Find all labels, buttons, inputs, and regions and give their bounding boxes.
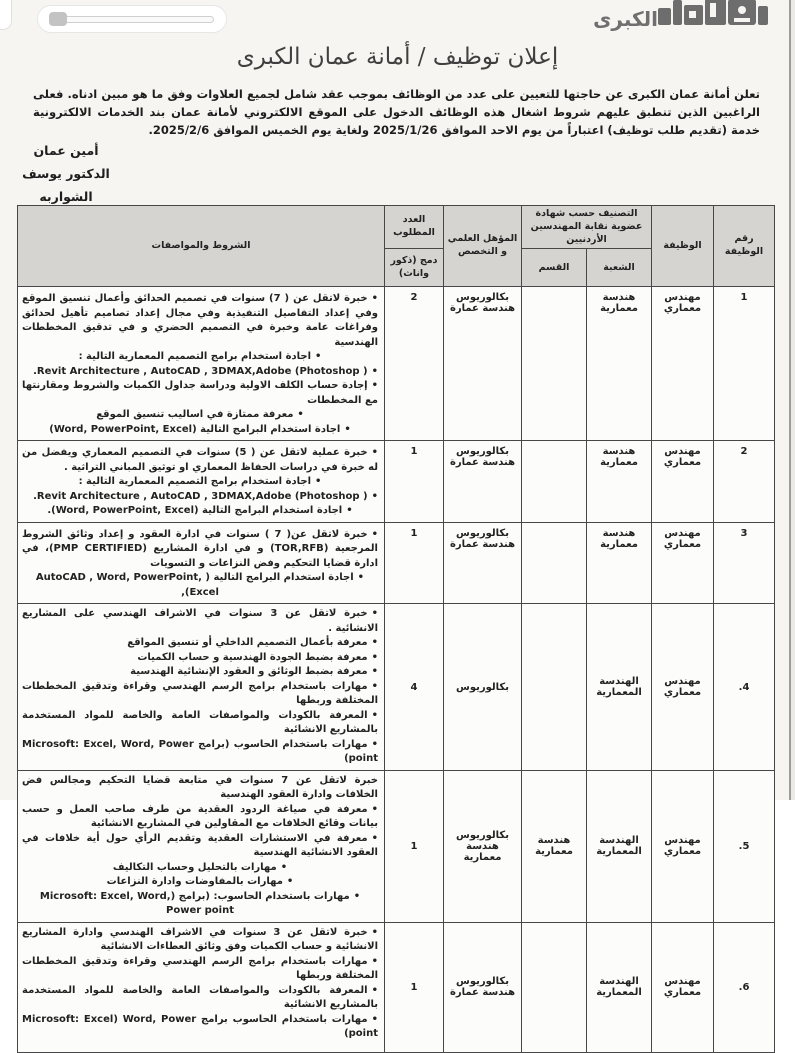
page-title: إعلان توظيف / أمانة عمان الكبرى <box>236 44 559 70</box>
division-cell: الهندسة المعمارية <box>587 922 652 1052</box>
gam-logo <box>593 0 776 42</box>
count-cell: 4 <box>385 604 444 771</box>
job-title-cell: مهندس معماري <box>652 522 714 604</box>
count-cell: 2 <box>385 287 444 441</box>
section-cell <box>522 604 587 771</box>
requirement-item: •المعرفة بالكودات والمواصفات العامة والخاصة للمواد المستخدمة بالمشاريع الانشائية <box>22 709 378 736</box>
qualification-cell: بكالوريوس هندسة عمارة <box>444 287 522 441</box>
table-row <box>18 441 775 523</box>
slider-track[interactable] <box>50 16 214 23</box>
requirements-cell <box>18 522 385 604</box>
requirement-item: •معرفة في صياغة الردود العقدية من طرف صاحب العمل و حسب بيانات وقائع الخلافات مع المقاولين في المشاريع الانشائية <box>22 803 378 830</box>
signature-line: أمين عمان <box>33 143 99 158</box>
signature-line: الشواربه <box>39 189 93 205</box>
signature-block <box>6 139 126 208</box>
requirement-item: •خبرة لاتقل عن 3 سنوات في الاشراف الهندسي على المشاريع الانشائية . <box>22 608 378 634</box>
requirement-item: •مهارات باستخدام الحاسوب (برامج Microsoft: Excel, Word, Power (point <box>22 738 378 765</box>
slider-handle-icon[interactable] <box>49 12 67 26</box>
section-cell <box>522 287 587 441</box>
requirement-item: •خبرة لاتقل عن ( 7) سنوات في تصميم الحدائق وأعمال تنسيق الموقع وفي إعداد التفاصيل التنفيذية وفي مجال إعداد تصاميم تأهيل لحدائق وفراغات عامة وخبرة في التصميم الحضري و في تدقيق المخططات الهندسية <box>22 293 378 348</box>
job-title-cell: مهندس معماري <box>652 441 714 523</box>
signature-line: الدكتور يوسف <box>22 166 110 182</box>
col-header-classification: التصنيف حسب شهادة عضوية نقابة المهندسين الأردنيين <box>522 206 652 249</box>
division-cell: هندسة معمارية <box>587 441 652 523</box>
qualification-cell: بكالوريوس هندسة عمارة <box>444 522 522 604</box>
job-title-cell: مهندس معماري <box>652 922 714 1052</box>
requirement-item: •معرفة بأعمال التصميم الداخلي أو تنسيق المواقع <box>127 637 378 649</box>
requirement-item: •اجادة استخدام برامج التصميم المعمارية التالية : <box>78 351 322 363</box>
requirement-item: •إجادة حساب الكلف الاولية ودراسة جداول الكميات والشروط ومقارنتها مع المخططات <box>22 380 378 406</box>
job-title-cell: مهندس معماري <box>652 287 714 441</box>
requirement-item: •خبرة لاتقل عن 3 سنوات في الاشراف الهندسي وادارة المشاريع الانشائية و حساب الكميات وفق وثائق العطاءات الانشائية <box>22 926 378 953</box>
requirement-item: •اجادة استخدام برامج التصميم المعمارية التالية : <box>78 476 322 488</box>
job-number-cell: 4. <box>714 604 775 771</box>
logo-text-kubra: الكبرى <box>593 7 658 31</box>
requirements-cell <box>18 604 385 771</box>
qualification-cell: بكالوريوس هندسة عمارة <box>444 441 522 523</box>
requirement-item: •معرفة في الاستشارات العقدية وتقديم الرأي حول أية خلافات في العقود الانشائية الهندسية <box>22 832 378 859</box>
requirement-item: •خبرة لاتقل عن( 7 ) سنوات في ادارة العقود و إعداد وثائق الشروط المرجعية (TOR,RFB) و في ادارة المشاريع (PMP CERTIFIED)، في ادارة قضايا التحكيم وفض النزاعات و التسويات <box>22 528 378 569</box>
division-cell: هندسة معمارية <box>587 287 652 441</box>
table-row <box>18 770 775 922</box>
qualification-cell: بكالوريوس هندسة عمارة <box>444 922 522 1052</box>
division-cell: الهندسة المعمارية <box>587 770 652 922</box>
section-cell <box>522 441 587 523</box>
division-cell: هندسة معمارية <box>587 522 652 604</box>
job-number-cell: 6. <box>714 922 775 1052</box>
requirement-item: •مهارات بالتحليل وحساب التكاليف <box>112 861 288 873</box>
count-cell: 1 <box>385 441 444 523</box>
col-header-count-note: دمج (ذكور واناث) <box>385 249 444 287</box>
requirement-item: •مهارات باستخدام الحاسوب: (برامج (Microsoft: Excel, Word, Power point <box>39 890 361 917</box>
table-row <box>18 287 775 441</box>
requirement-item: •( Revit Architecture , AutoCAD , 3DMAX,Adobe (Photoshop. <box>33 490 378 502</box>
section-cell <box>522 522 587 604</box>
requirement-item: خبرة لاتقل عن 7 سنوات في متابعة قضايا التحكيم ومجالس فض الخلافات وادارة العقود الهندسية <box>22 774 378 801</box>
section-cell: هندسة معمارية <box>522 770 587 922</box>
jobs-table <box>17 205 775 1053</box>
col-header-job-title: الوظيفة <box>652 206 714 287</box>
count-cell: 1 <box>385 922 444 1052</box>
requirement-item: •خبرة عملية لاتقل عن ( 5) سنوات في التصميم المعماري ويفضل من له خبرة في دراسات الحفاظ المعماري او توثيق المباني التراثية . <box>22 447 378 473</box>
requirement-item: •مهارات بالمفاوضات وادارة النزاعات <box>106 876 294 888</box>
col-header-job-number: رقم الوظيفة <box>714 206 775 287</box>
table-row <box>18 604 775 771</box>
col-header-qualification: المؤهل العلمي و التخصص <box>444 206 522 287</box>
qualification-cell: بكالوريوس هندسة معمارية <box>444 770 522 922</box>
job-number-cell: 2 <box>714 441 775 523</box>
requirement-item: •مهارات باستخدام برامج الرسم الهندسي وقراءة وتدقيق المخططات المختلفة وربطها <box>22 955 378 982</box>
job-title-cell: مهندس معماري <box>652 770 714 922</box>
requirement-item: •مهارات باستخدام برامج الرسم الهندسي وقراءة وتدقيق المخططات المختلفة وربطها <box>22 680 378 707</box>
section-cell <box>522 922 587 1052</box>
edge-button[interactable] <box>0 0 12 30</box>
requirements-cell <box>18 441 385 523</box>
requirement-item: •المعرفة بالكودات والمواصفات العامة والخاصة للمواد المستخدمة بالمشاريع الانشائية <box>22 984 378 1011</box>
col-header-required-count: العدد المطلوب <box>385 206 444 249</box>
table-row <box>18 522 775 604</box>
page-margin-strip <box>791 0 795 800</box>
gam-logo-emblem-icon <box>658 0 770 40</box>
count-cell: 1 <box>385 770 444 922</box>
count-cell: 1 <box>385 522 444 604</box>
col-header-requirements: الشروط والمواصفات <box>18 206 385 287</box>
requirements-cell <box>18 770 385 922</box>
job-number-cell: 3 <box>714 522 775 604</box>
job-number-cell: 1 <box>714 287 775 441</box>
qualification-cell: بكالوريوس <box>444 604 522 771</box>
requirement-item: •اجادة استخدام البرامج التالية ( AutoCAD , Word, PowerPoint, (Excel, <box>35 572 365 598</box>
requirement-item: •( Revit Architecture , AutoCAD , 3DMAX,Adobe (Photoshop. <box>33 365 378 377</box>
requirement-item: •اجادة استخدام البرامج التالية (Word, PowerPoint, Excel) <box>49 423 351 435</box>
col-header-section: القسم <box>522 249 587 287</box>
job-title-cell: مهندس معماري <box>652 604 714 771</box>
requirement-item: •اجادة استخدام البرامج التالية (Word, PowerPoint, Excel). <box>47 505 353 517</box>
requirements-cell <box>18 922 385 1052</box>
job-number-cell: 5. <box>714 770 775 922</box>
requirement-item: •معرفة بضبط الوثائق و العقود الإنشائية الهندسية <box>130 666 378 678</box>
page-edge-line <box>789 0 791 800</box>
table-row <box>18 922 775 1052</box>
intro-paragraph: تعلن أمانة عمان الكبرى عن حاجتها للتعيين على عدد من الوظائف بموجب عقد شامل لجميع العلاوات وفق ما هو مبين ادناه. فعلى الراغبين الذين تنطبق عليهم شروط اشغال هذه الوظائف الدخول على الموقع الالكتروني لأمانة عمان بند الخدمات الالكترونية خدمة (تقديم طلب توظيف) اعتباراً من يوم الاحد الموافق 2025/1/26 ولغاية يوم الخميس الموافق 2025/2/6. <box>33 87 760 137</box>
requirement-item: •معرفة ممتازة في اساليب تنسيق الموقع <box>96 409 304 421</box>
col-header-division: الشعبة <box>587 249 652 287</box>
division-cell: الهندسة المعمارية <box>587 604 652 771</box>
requirement-item: •مهارات باستخدام الحاسوب برامج Microsoft: Excel) Word, Power (point <box>22 1013 378 1040</box>
requirement-item: •معرفة بضبط الجودة الهندسية و حساب الكميات <box>137 651 378 663</box>
zoom-slider[interactable] <box>37 5 227 33</box>
requirements-cell <box>18 287 385 441</box>
